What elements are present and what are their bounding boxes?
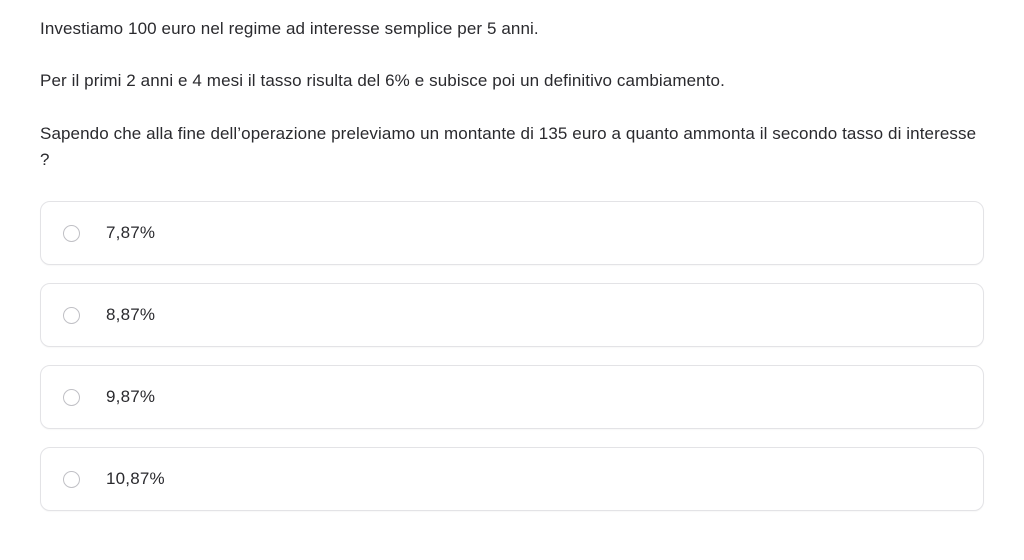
question-text-block — [40, 0, 984, 173]
radio-button-icon[interactable] — [63, 389, 80, 406]
answer-option-3[interactable] — [40, 365, 984, 429]
answer-option-3-label: 9,87% — [106, 387, 156, 407]
question-paragraph-3: Sapendo che alla fine dell’operazione preleviamo un montante di 135 euro a quanto ammonta il secondo tasso di interesse ? — [40, 123, 977, 170]
radio-button-icon[interactable] — [63, 471, 80, 488]
answer-option-2-label: 8,87% — [106, 305, 156, 325]
answer-option-2[interactable] — [40, 283, 984, 347]
radio-button-icon[interactable] — [63, 225, 80, 242]
question-paragraph-2: Per il primi 2 anni e 4 mesi il tasso risulta del 6% e subisce poi un definitivo cambiamento. — [40, 71, 725, 91]
answer-option-1-label: 7,87% — [106, 223, 156, 243]
answer-option-4[interactable] — [40, 447, 984, 511]
answer-option-1[interactable] — [40, 201, 984, 265]
radio-button-icon[interactable] — [63, 307, 80, 324]
answer-options-list — [40, 201, 984, 511]
answer-option-4-label: 10,87% — [106, 469, 165, 489]
question-paragraph-1: Investiamo 100 euro nel regime ad interesse semplice per 5 anni. — [40, 19, 539, 38]
